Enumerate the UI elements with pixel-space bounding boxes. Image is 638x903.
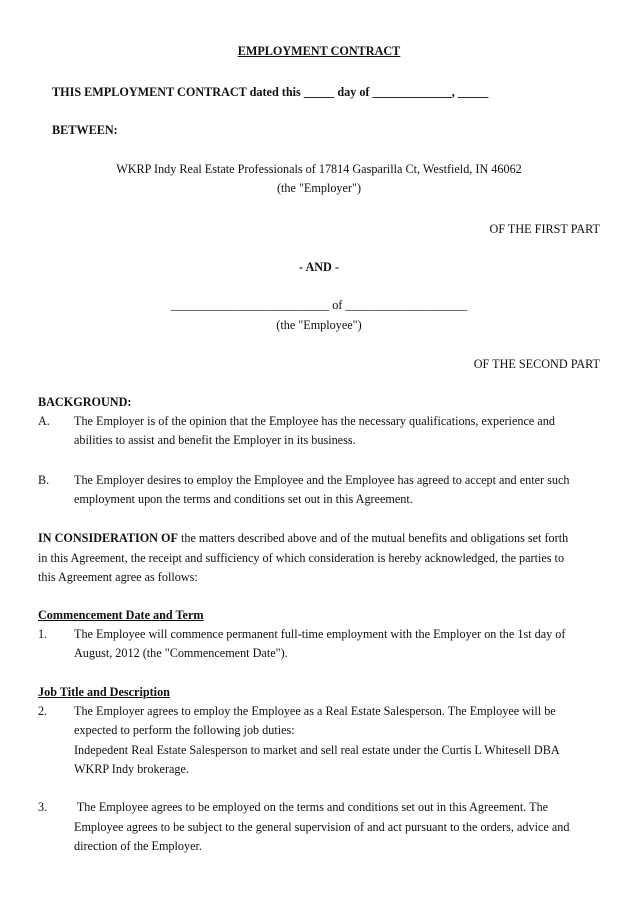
clause-1-line-2: August, 2012 (the "Commencement Date").: [74, 646, 288, 660]
background-heading: BACKGROUND:: [38, 395, 132, 409]
first-part-label: OF THE FIRST PART: [489, 222, 600, 236]
section-heading-commencement: Commencement Date and Term: [38, 608, 204, 622]
clause-3-line-3: direction of the Employer.: [74, 839, 202, 853]
consideration-line-2: in this Agreement, the receipt and sufficiency of which consideration is hereby acknowledged, the parties to: [38, 551, 565, 565]
clause-3-line-1: The Employee agrees to be employed on the terms and conditions set out in this Agreement. The: [74, 800, 549, 814]
clause-2-line-2: expected to perform the following job duties:: [74, 723, 295, 737]
clause-3-line-2: Employee agrees to be subject to the general supervision of and act pursuant to the orders, advice and: [74, 820, 570, 834]
second-part-label: OF THE SECOND PART: [473, 357, 600, 371]
recital-marker-a: A.: [38, 414, 50, 428]
recital-b-line-2: employment upon the terms and conditions set out in this Agreement.: [74, 492, 413, 506]
and-separator: - AND -: [299, 260, 339, 274]
recital-b-line-1: The Employer desires to employ the Employee and the Employee has agreed to accept and enter such: [74, 473, 570, 487]
clause-marker-2: 2.: [38, 704, 48, 718]
clause-2-line-3: Indepedent Real Estate Salesperson to market and sell real estate under the Curtis L Whitesell DBA: [74, 743, 560, 757]
clause-marker-3: 3.: [38, 800, 48, 814]
clause-2-line-4: WKRP Indy brokerage.: [74, 762, 189, 776]
document-title: EMPLOYMENT CONTRACT: [237, 44, 401, 58]
clause-marker-1: 1.: [38, 627, 48, 641]
consideration-line-1-rest: the matters described above and of the mutual benefits and obligations set forth: [177, 531, 569, 545]
employer-line: WKRP Indy Real Estate Professionals of 17814 Gasparilla Ct, Westfield, IN 46062: [116, 162, 522, 176]
consideration-line-3: this Agreement agree as follows:: [38, 570, 198, 584]
dated-line: THIS EMPLOYMENT CONTRACT dated this _____ day of _____________, _____: [52, 85, 489, 99]
recital-marker-b: B.: [38, 473, 50, 487]
section-heading-job-title: Job Title and Description: [38, 685, 170, 699]
employer-defined-term: (the "Employer"): [276, 181, 362, 195]
recital-a-line-2: abilities to assist and benefit the Employer in its business.: [74, 433, 356, 447]
clause-2-line-1: The Employer agrees to employ the Employee as a Real Estate Salesperson. The Employee will be: [74, 704, 556, 718]
between-label: BETWEEN:: [52, 123, 118, 137]
consideration-line-1: [38, 531, 568, 546]
clause-1-line-1: The Employee will commence permanent full-time employment with the Employer on the 1st day of: [74, 627, 566, 641]
recital-a-line-1: The Employer is of the opinion that the Employee has the necessary qualifications, experience and: [74, 414, 555, 428]
employee-line: __________________________ of ____________________: [170, 298, 468, 312]
employee-defined-term: (the "Employee"): [276, 318, 362, 332]
consideration-lead: IN CONSIDERATION OF: [38, 531, 178, 545]
